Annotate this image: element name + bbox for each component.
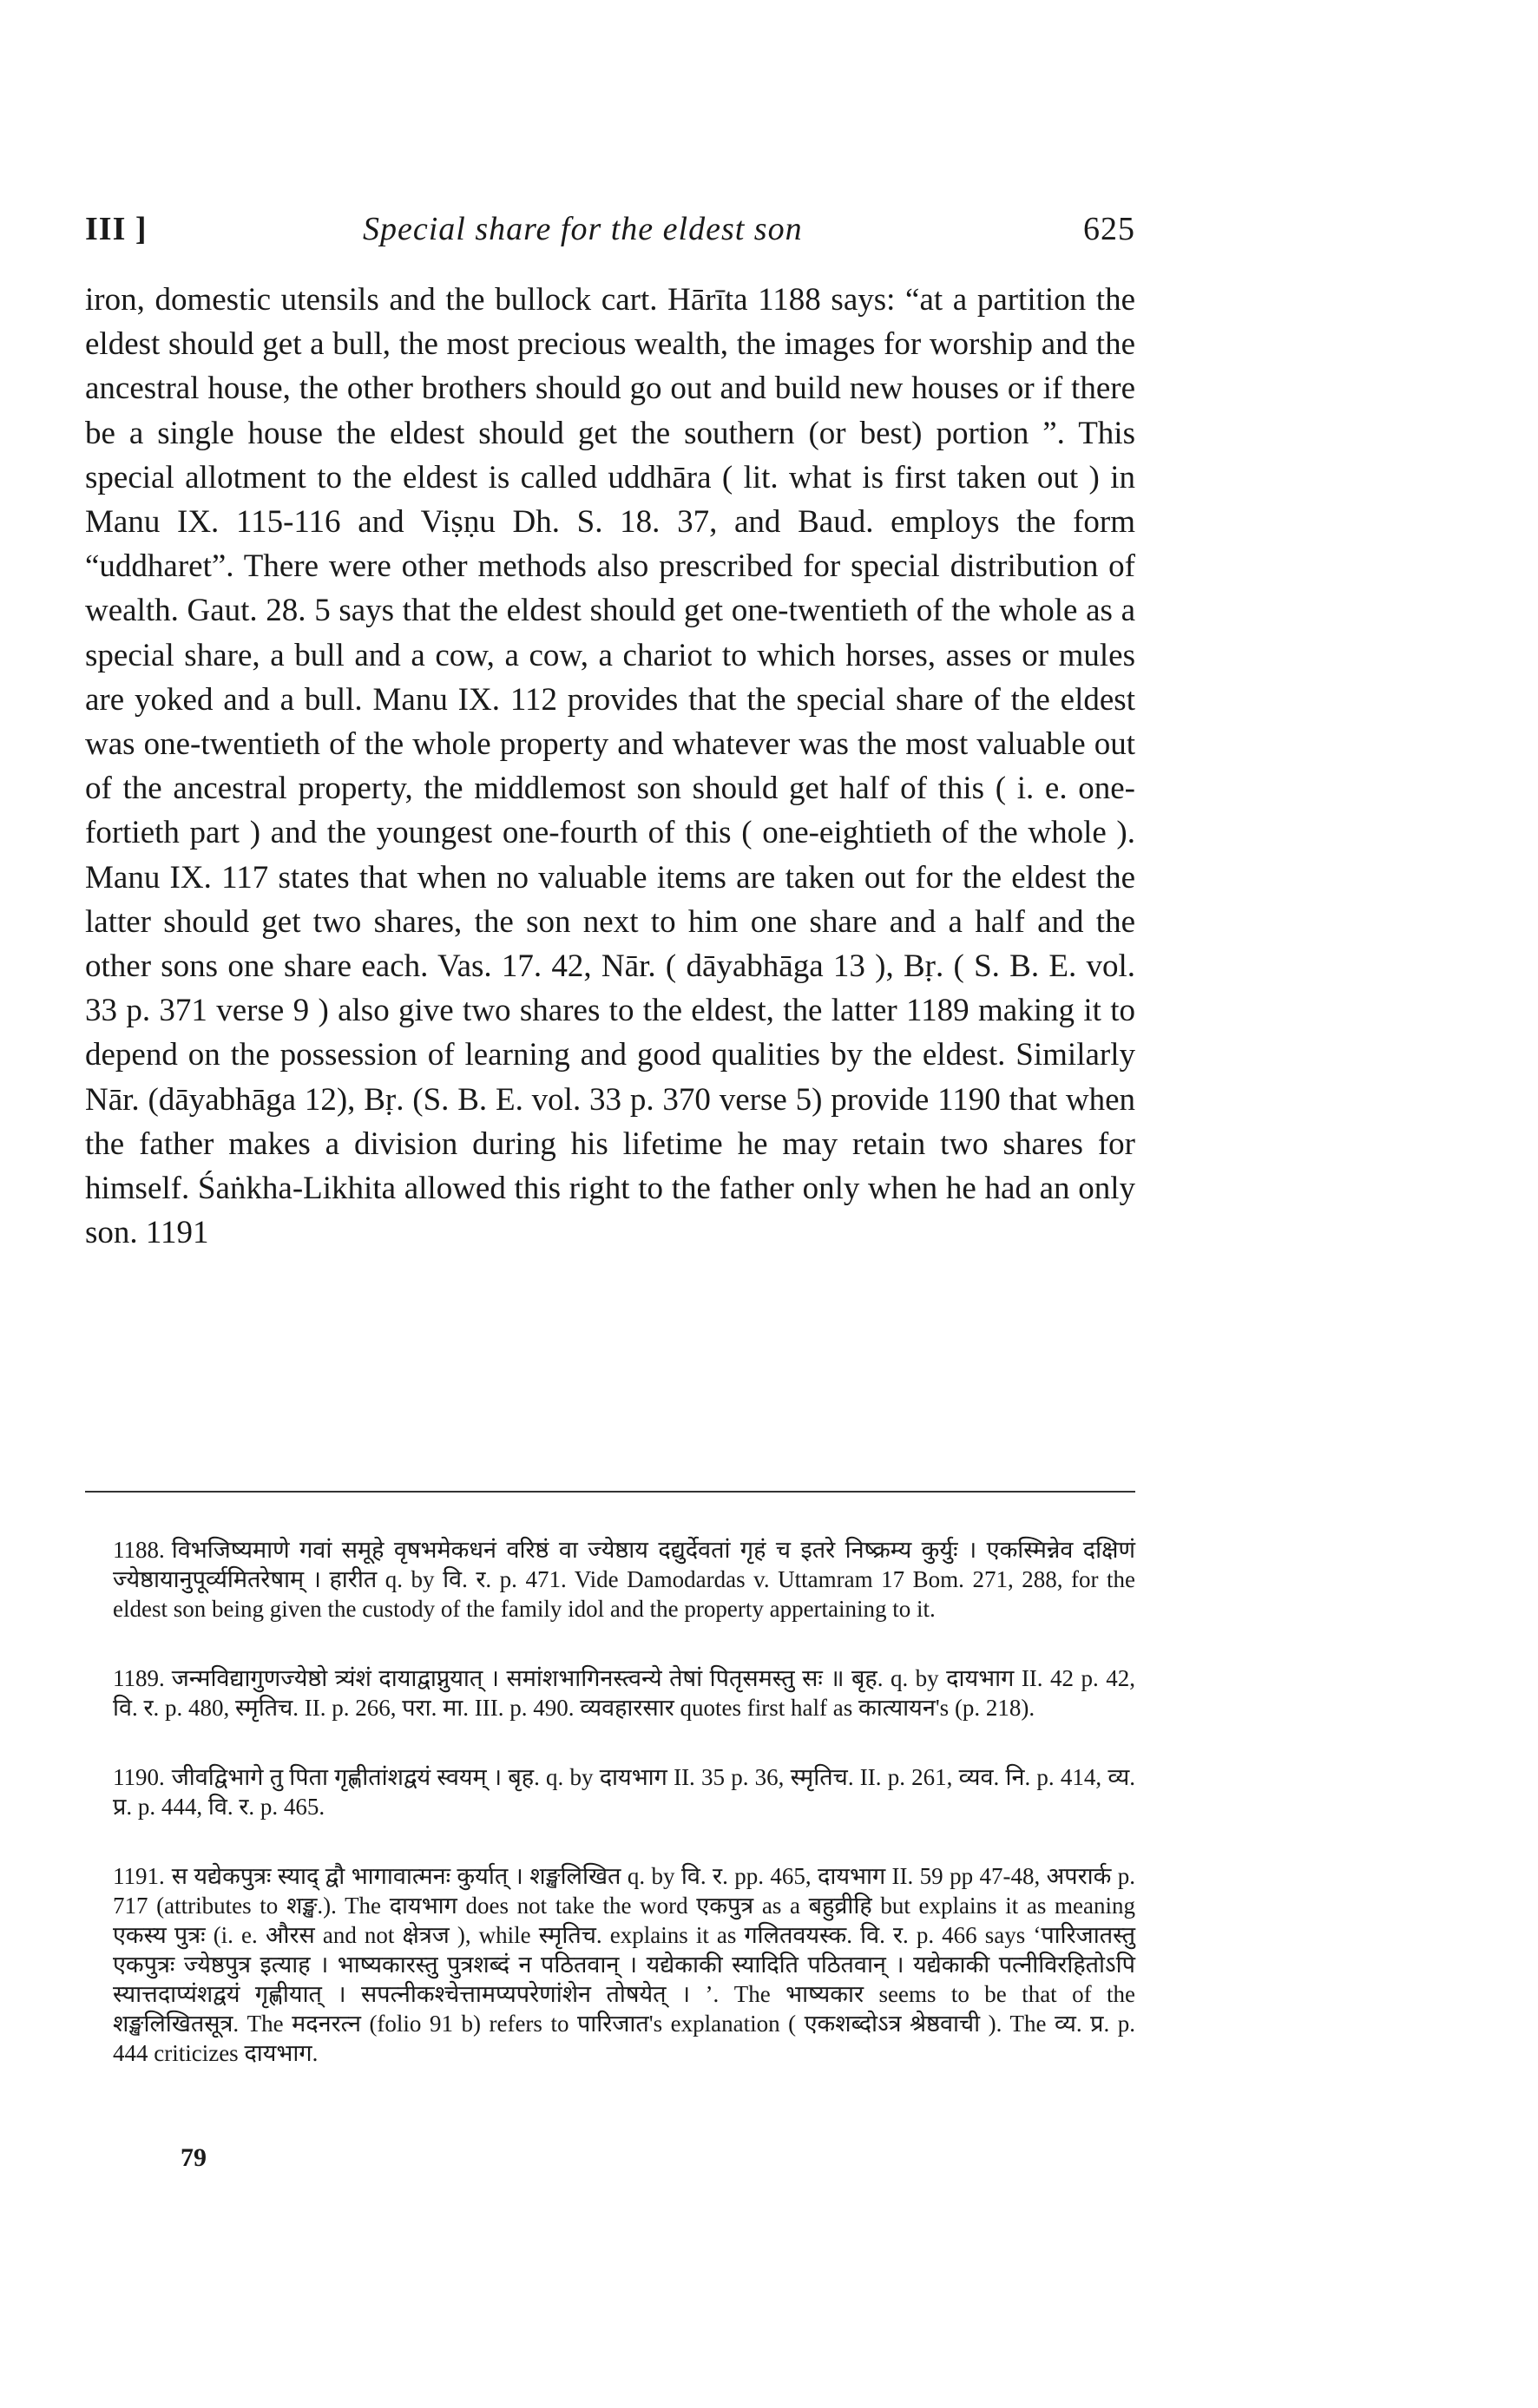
footnote-1190	[113, 1733, 1135, 1821]
footnote-1189	[113, 1634, 1135, 1722]
footnote-number: 1188.	[113, 1537, 165, 1563]
footnote-number: 1189.	[113, 1665, 165, 1691]
footnote-text: स यद्येकपुत्रः स्याद् द्वौ भागावात्मनः कुर्यात् । शङ्खलिखित q. by वि. र. pp. 465, दायभाग II. 59 pp 47-48, अपरार्क p. 717 (attributes to शङ्ख.). The दायभाग does not take the word एकपुत्र as a बहुव्रीहि but explains it as meaning एकस्य पुत्रः (i. e. औरस and not क्षेत्रज ), while स्मृतिच. explains it as गलितवयस्क. वि. र. p. 466 says ‘पारिजातस्तु एकपुत्रः ज्येष्ठपुत्र इत्याह । भाष्यकारस्तु पुत्रशब्दं न पठितवान् । यद्येकाकी स्यादिति पठितवान् । यद्येकाकी पत्नीविरहितोऽपि स्यात्तदाप्यंशद्वयं गृह्णीयात् । सपत्नीकश्चेत्तामप्यपरेणांशेन तोषयेत् । ’. The भाष्यकार seems to be that of the शङ्खलिखितसूत्र. The मदनरत्न (folio 91 b) refers to पारिजात's explanation ( एकशब्दोऽत्र श्रेष्ठवाची ). The व्य. प्र. p. 444 criticizes दायभाग.	[113, 1863, 1135, 2066]
footnote-1188	[113, 1506, 1135, 1624]
running-title: Special share for the eldest son	[363, 211, 803, 247]
footnote-number: 1190.	[113, 1764, 165, 1790]
footnote-1191	[113, 1832, 1135, 2068]
signature-number: 79	[181, 2143, 207, 2172]
footnote-number: 1191.	[113, 1863, 165, 1889]
body-paragraph: iron, domestic utensils and the bullock cart. Hārīta 1188 says: “at a partition the eldest should get a bull, the most precious wealth, the images for worship and the ancestral house, the other brothers should go out and build new houses or if there be a single house the eldest should get the southern (or best) portion ”. This special allotment to the eldest is called uddhāra ( lit. what is first taken out ) in Manu IX. 115-116 and Viṣṇu Dh. S. 18. 37, and Baud. employs the form “uddharet”. There were other methods also prescribed for special distribution of wealth. Gaut. 28. 5 says that the eldest should get one-twentieth of the whole as a special share, a bull and a cow, a cow, a chariot to which horses, asses or mules are yoked and a bull. Manu IX. 112 provides that the special share of the eldest was one-twentieth of the whole property and whatever was the most valuable out of the ancestral property, the middlemost son should get half of this ( i. e. one-fortieth part ) and the youngest one-fourth of this ( one-eightieth of the whole ). Manu IX. 117 states that when no valuable items are taken out for the eldest the latter should get two shares, the son next to him one share and a half and the other sons one share each. Vas. 17. 42, Nār. ( dāyabhāga 13 ), Bṛ. ( S. B. E. vol. 33 p. 371 verse 9 ) also give two shares to the eldest, the latter 1189 making it to depend on the possession of learning and good qualities by the eldest. Similarly Nār. (dāyabhāga 12), Bṛ. (S. B. E. vol. 33 p. 370 verse 5) provide 1190 that when the father makes a division during his lifetime he may retain two shares for himself. Śaṅkha-Likhita allowed this right to the father only when he had an only son. 1191	[85, 282, 1135, 1251]
footnote-text: जन्मविद्यागुणज्येष्ठो त्र्यंशं दायाद्वाप्नुयात् । समांशभागिनस्त्वन्ये तेषां पितृसमस्तु सः ॥ बृह. q. by दायभाग II. 42 p. 42, वि. र. p. 480, स्मृतिच. II. p. 266, परा. मा. III. p. 490. व्यवहारसार quotes first half as कात्यायन's (p. 218).	[113, 1665, 1135, 1721]
running-header	[85, 210, 1135, 262]
footnotes	[113, 1506, 1135, 2078]
main-text	[85, 278, 1135, 1255]
footnote-text: जीवद्विभागे तु पिता गृह्णीतांशद्वयं स्वयम् । बृह. q. by दायभाग II. 35 p. 36, स्मृतिच. II. p. 261, व्यव. नि. p. 414, व्य. प्र. p. 444, वि. र. p. 465.	[113, 1764, 1135, 1820]
section-marker: III ]	[85, 211, 148, 247]
page-number-top: 625	[1083, 211, 1135, 247]
footnote-text: विभजिष्यमाणे गवां समूहे वृषभमेकधनं वरिष्ठं वा ज्येष्ठाय दद्युर्देवतां गृहं च इतरे निष्क्रम्य कुर्युः । एकस्मिन्नेव दक्षिणं ज्येष्ठायानुपूर्व्यमितरेषाम् । हारीत q. by वि. र. p. 471. Vide Damodardas v. Uttamram 17 Bom. 271, 288, for the eldest son being given the custody of the family idol and the property appertaining to it.	[113, 1537, 1135, 1622]
footnote-divider	[85, 1491, 1135, 1493]
